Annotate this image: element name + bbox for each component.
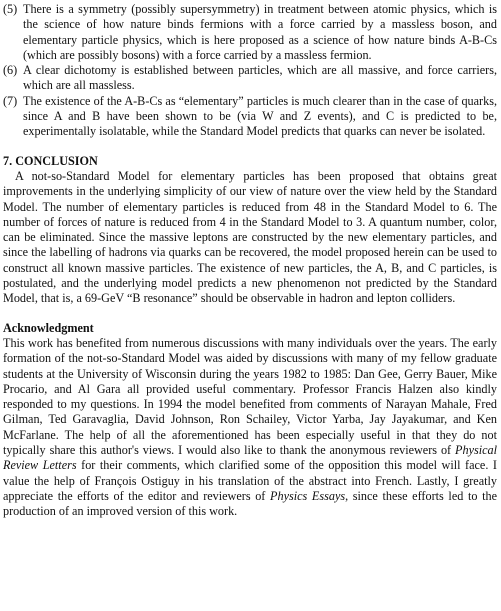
journal-title: Physical Review Letters: [3, 443, 497, 473]
spacer: [3, 140, 497, 154]
list-item-number: (6): [3, 63, 18, 78]
acknowledgment-paragraph: [3, 336, 497, 520]
list-item-text: There is a symmetry (possibly supersymmetry) in treatment between atomic physics, which is the science of how nature binds fermions with a force carried by a massless boson, and elementary particle physics, which is here proposed as a science of how nature binds A-B-Cs (which are possibly bosons) with a force carried by a massless fermion.: [23, 2, 497, 62]
list-item-number: (5): [3, 2, 18, 16]
list-item-text: The existence of the A-B-Cs as “elementary” particles is much clearer than in the case of quarks, since A and B have been shown to be (via W and Z events), and C is predicted to be, experimentally isolatable, while the Standard Model predicts that quarks can never be isolated.: [23, 93, 497, 139]
acknowledgment-text: This work has benefited from numerous discussions with many individuals over the years. The early formation of the not-so-Standard Model was aided by discussions with many of my fellow graduate students at the University of Wisconsin during the years 1982 to 1985: Dan Gee, Gerry Bauer, Mike Procario, and Al Gara all provided useful commentary. Professor Francis Halzen also kindly responded to my questions. In 1994 the model benefited from comments of Narayan Mahale, Fred Gilman, Ted Garavaglia, David Johnson, Ron Schailey, Victor Yarba, Jay Jayakumar, and Ken McFarlane. The help of all the aforementioned has been especially useful in that they do not typically share this author's views. I would also like to thank the anonymous reviewers of: [3, 335, 497, 458]
list-item-7: [3, 94, 497, 140]
spacer: [3, 307, 497, 321]
section-heading-acknowledgment: Acknowledgment: [3, 320, 94, 335]
list-item-text: A clear dichotomy is established between particles, which are all massive, and force carriers, which are all massless.: [23, 63, 497, 93]
list-item-5: [3, 2, 497, 63]
section-heading-conclusion: 7. CONCLUSION: [3, 153, 98, 168]
acknowledgment-text: for their comments, which clarified some of the opposition this model will face. I value the help of François Ostiguy in his translation of the abstract into French. Lastly, I greatly appreciate the efforts of the editor and reviewers of: [3, 458, 497, 503]
conclusion-paragraph: A not-so-Standard Model for elementary particles has been proposed that obtains great improvements in the underlying simplicity of our view of nature over the view held by the Standard Model. The number of elementary particles is reduced from 48 in the Standard Model to 6. The number of forces of nature is reduced from 4 in the Standard Model to 3. A quantum number, color, can be eliminated. Since the massive leptons are constructed by the new elementary particles, and since the labelling of hadrons via quarks can be recovered, the model proposed herein can be used to construct all known massive particles. The existence of new particles, the A, B, and C particles, is postulated, and the underlying model predicts a new phenomenon not predicted by the Standard Model, that is, a 69-GeV “B resonance” should be observable in hadron and lepton colliders.: [3, 168, 497, 306]
list-item-number: (7): [3, 93, 18, 108]
journal-title: Physics Essays: [270, 488, 346, 503]
acknowledgment-text: , since these efforts led to the production of an improved version of this work.: [3, 488, 497, 519]
document-page: [3, 2, 497, 520]
list-item-6: [3, 63, 497, 94]
